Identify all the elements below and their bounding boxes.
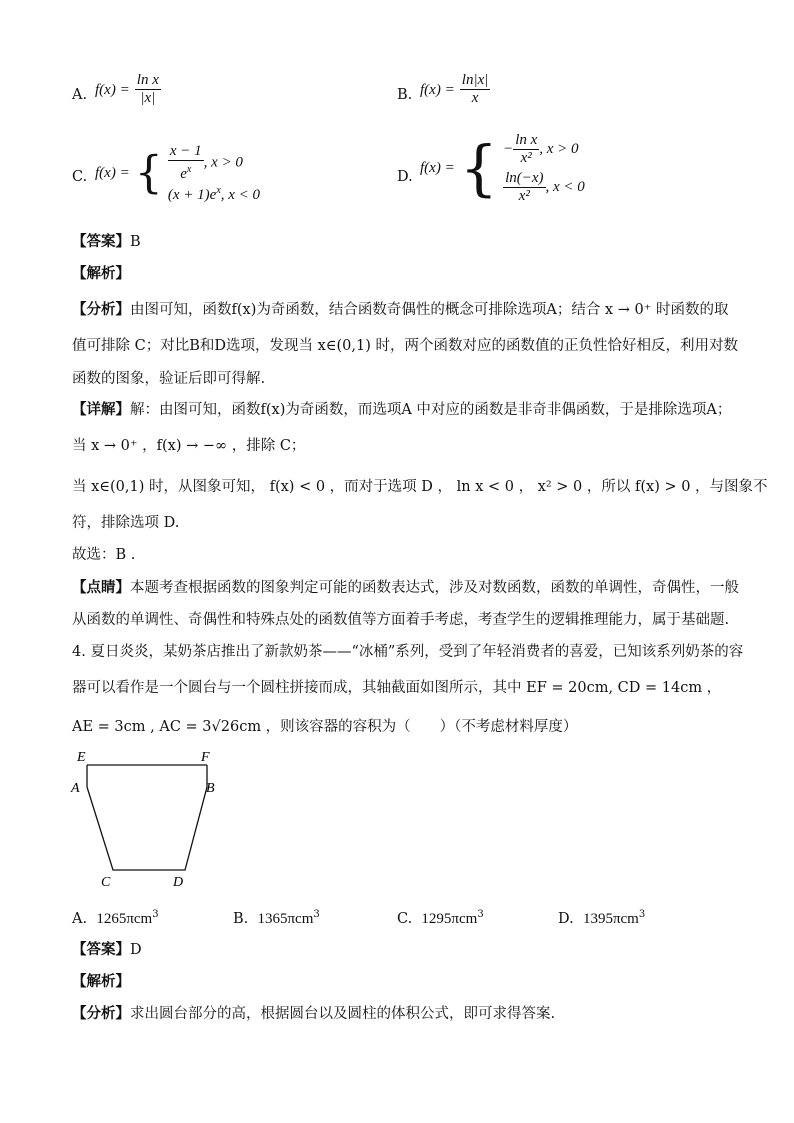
q4-fenxi-text-1: 求出圆台部分的高，根据圆台以及圆柱的体积公式，即可求得答案. <box>130 1006 556 1022</box>
option-b-label: B. <box>397 87 413 103</box>
option-c-case2-expression: (x + 1)e <box>167 187 217 203</box>
q3-fenxi-line-3: 函数的图象，验证后即可得解. <box>72 371 266 387</box>
q3-guxuan: 故选：B . <box>72 547 136 563</box>
option-d-case1-condition: , x > 0 <box>539 140 579 157</box>
section-outline <box>87 765 207 870</box>
option-a-formula <box>95 72 161 107</box>
label-c: C <box>101 875 111 890</box>
q4-fenxi-line-1 <box>72 1004 555 1024</box>
q4-option-a-value: 1265πcm <box>96 910 153 927</box>
q3-fenxi-text-1: 由图可知，函数f(x)为奇函数，结合函数奇偶性的概念可排除选项A；结合 x → 0⁺ 时函数的取 <box>130 302 729 318</box>
option-a-label: A. <box>72 87 88 103</box>
option-d-brace: { <box>459 133 498 204</box>
axial-section-figure <box>65 745 235 890</box>
option-c-case2-condition: , x < 0 <box>220 187 261 203</box>
option-c-case2-exponent: x <box>216 185 221 196</box>
option-d-formula <box>420 132 585 205</box>
q3-dianjing-line-1 <box>72 578 739 598</box>
q4-answer <box>72 940 142 960</box>
option-d-case1-numerator: ln x <box>515 132 538 148</box>
q4-option-a-exponent: 3 <box>152 909 159 920</box>
q4-option-d-value: 1395πcm <box>582 910 639 927</box>
q4-option-a <box>72 905 159 929</box>
q3-xiangjie-line-4: 符，排除选项 D. <box>72 515 180 531</box>
label-b: B <box>206 781 215 796</box>
q4-option-c-exponent: 3 <box>477 909 484 920</box>
q3-fenxi-line-2: 值可排除 C；对比B和D选项，发现当 x∈(0,1) 时，两个函数对应的函数值的正负性恰好相反，利用对数 <box>72 338 738 354</box>
q4-stem-line-3: AE = 3cm , AC = 3√26cm ，则该容器的容积为（ ）（不考虑材料厚度） <box>72 719 578 735</box>
q3-xiangjie-tag: 【详解】 <box>72 401 130 418</box>
q4-jiexi-heading: 【解析】 <box>72 973 130 990</box>
option-b-func: f(x) = <box>420 82 455 98</box>
q3-fenxi-line-1 <box>72 300 728 320</box>
option-d-case2-condition: , x < 0 <box>545 178 585 195</box>
q3-xiangjie-line-3: 当 x∈(0,1) 时，从图象可知， f(x) < 0 ，而对于选项 D ， ln x < 0 ， x² > 0 ，所以 f(x) > 0 ，与图象不 <box>72 479 768 495</box>
option-c-label: C. <box>72 169 88 185</box>
option-b-formula <box>420 72 490 107</box>
option-c-case1-denominator: e <box>180 166 187 182</box>
option-c-case1-exponent: x <box>186 164 192 175</box>
q3-fenxi-tag: 【分析】 <box>72 301 130 318</box>
q4-option-b <box>233 905 320 929</box>
label-e: E <box>77 750 86 765</box>
label-a: A <box>71 781 80 796</box>
option-a-denominator: |x| <box>140 90 156 106</box>
option-d-func: f(x) = <box>420 160 455 176</box>
option-d-case1-denominator: x² <box>520 150 532 166</box>
q4-option-d-label: D. <box>558 910 574 927</box>
option-c-brace: { <box>134 147 163 199</box>
q4-option-d-exponent: 3 <box>638 909 646 920</box>
q4-fenxi-tag: 【分析】 <box>72 1005 130 1022</box>
q3-dianjing-tag: 【点睛】 <box>72 579 130 596</box>
q4-option-b-label: B. <box>233 910 249 927</box>
option-d-case1-sign: − <box>503 140 514 157</box>
option-b-denominator: x <box>471 90 479 106</box>
option-d-case2-numerator: ln(−x) <box>505 170 544 186</box>
option-c-case1-numerator: x − 1 <box>169 143 202 159</box>
option-d-case2-denominator: x² <box>518 188 530 204</box>
q4-answer-value: D <box>130 942 142 958</box>
q3-xiangjie-line-1 <box>72 400 731 420</box>
q4-option-b-exponent: 3 <box>313 909 320 920</box>
q3-dianjing-line-2: 从函数的单调性、奇偶性和特殊点处的函数值等方面着手考虑，考查学生的逻辑推理能力，属于基础题. <box>72 612 730 628</box>
option-c-formula <box>95 143 260 204</box>
q4-stem-line-2: 器可以看作是一个圆台与一个圆柱拼接而成，其轴截面如图所示，其中 EF = 20cm, CD = 14cm ， <box>72 680 722 696</box>
q3-jiexi-heading: 【解析】 <box>72 265 130 282</box>
q3-xiangjie-text-1: 解：由图可知，函数f(x)为奇函数，而选项A 中对应的函数是非奇非偶函数，于是排除选项A； <box>130 402 732 418</box>
q3-answer-tag: 【答案】 <box>72 233 130 250</box>
q4-option-c-label: C. <box>397 910 413 927</box>
option-a-numerator: ln x <box>136 72 159 88</box>
q3-xiangjie-line-2: 当 x → 0⁺ ，f(x) → −∞ ，排除 C； <box>72 438 306 454</box>
label-f: F <box>201 750 210 765</box>
q3-answer-value: B <box>130 234 141 250</box>
q4-option-c-value: 1295πcm <box>421 910 478 927</box>
label-d: D <box>173 875 184 890</box>
q4-answer-tag: 【答案】 <box>72 941 130 958</box>
q4-option-a-label: A. <box>72 910 88 927</box>
option-c-case1-condition: , x > 0 <box>203 154 243 171</box>
q3-answer <box>72 232 141 252</box>
q4-option-c <box>397 905 484 929</box>
q4-option-d <box>558 905 645 929</box>
option-b-numerator: ln|x| <box>461 72 489 88</box>
option-d-label: D. <box>397 169 413 185</box>
q4-option-b-value: 1365πcm <box>257 910 314 927</box>
q3-dianjing-text-1: 本题考查根据函数的图象判定可能的函数表达式，涉及对数函数，函数的单调性，奇偶性，一般 <box>130 580 739 596</box>
option-a-func: f(x) = <box>95 82 130 98</box>
option-c-func: f(x) = <box>95 165 130 181</box>
q4-stem-line-1: 4. 夏日炎炎，某奶茶店推出了新款奶茶——“冰桶”系列，受到了年轻消费者的喜爱，已知该系列奶茶的容 <box>72 644 744 660</box>
